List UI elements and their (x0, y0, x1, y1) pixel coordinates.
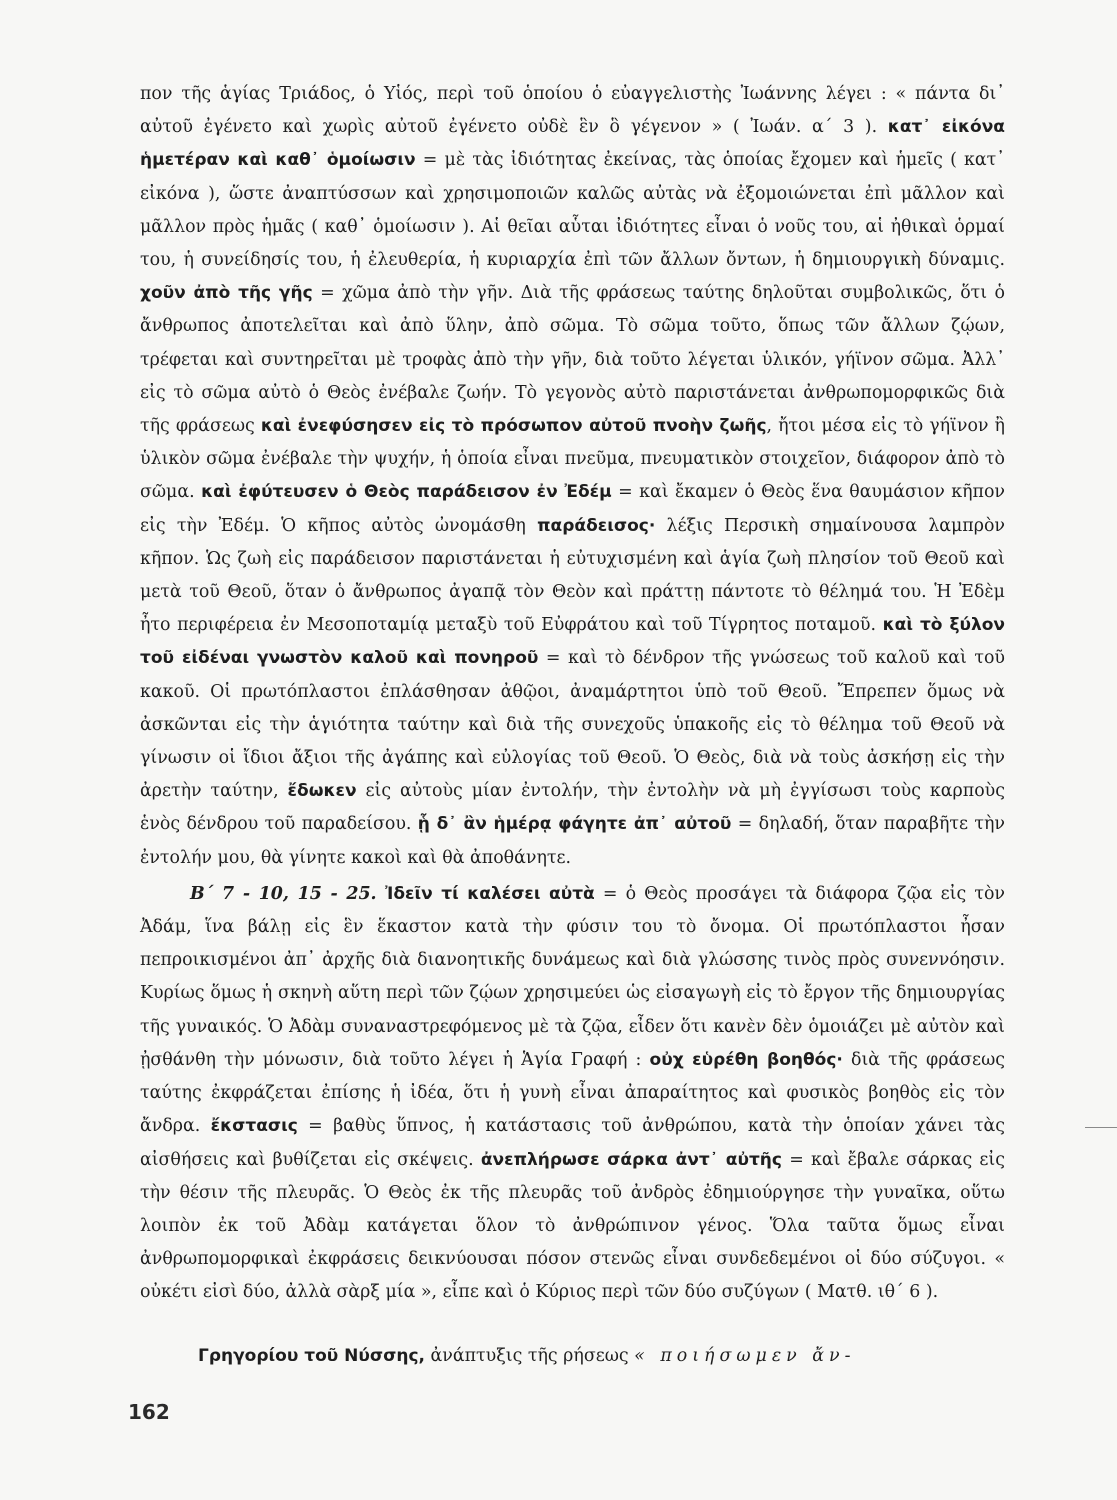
bold-term: καὶ τὸ ξύλον τοῦ εἰδέναι γνωστὸν καλοῦ καὶ πονηροῦ (140, 615, 1005, 669)
text-run: πον τῆς ἁγίας Τριάδος, ὁ Υἱός, περὶ τοῦ ὁποίου ὁ εὐαγγελιστὴς Ἰωάννης λέγει : « πάντα δι᾽ αὐτοῦ ἐγένετο καὶ χωρὶς αὐτοῦ ἐγένετο οὐδὲ ἓν ὃ γέγενον » ( Ἰωάν. α΄ 3 ). (140, 84, 1005, 138)
bold-term: οὐχ εὑρέθη βοηθός· (649, 1049, 843, 1070)
text-run: λέξις Περσικὴ σημαίνουσα λαμπρὸν κῆπον. Ὡς ζωὴ εἰς παράδεισον παριστάνεται ἡ εὐτυχισμένη καὶ ἁγία ζωὴ πλησίον τοῦ Θεοῦ καὶ μετὰ τοῦ Θεοῦ, ὅταν ὁ ἄνθρωπος ἀγαπᾷ τὸν Θεὸν καὶ πράττῃ πάντοτε τὸ θέλημά του. Ἡ Ἐδὲμ ἦτο περιφέρεια ἐν Μεσοποταμίᾳ μεταξὺ τοῦ Εὐφράτου καὶ τοῦ Τίγρητος ποταμοῦ. (140, 515, 1005, 636)
paragraph-gregory-of-nyssa (140, 1340, 1005, 1373)
margin-scan-mark (1085, 1127, 1117, 1128)
page-number: 162 (128, 1400, 170, 1424)
paragraph-commentary-genesis-a (140, 78, 1005, 875)
text-run: , ἤτοι μέσα εἰς τὸ γήϊνον ἢ ὑλικὸν σῶμα ἐνέβαλε τὴν ψυχήν, ἡ ὁποία εἶναι πνεῦμα, πνευματικὸν στοιχεῖον, διάφορον ἀπὸ τὸ σῶμα. (140, 416, 1005, 503)
text-run: = καὶ ἔκαμεν ὁ Θεὸς ἕνα θαυμάσιον κῆπον εἰς τὴν Ἐδέμ. Ὁ κῆπος αὐτὸς ὠνομάσθη (140, 482, 1005, 536)
text-run: ἀνάπτυξις τῆς ρήσεως (425, 1345, 635, 1366)
bold-term: καὶ ἐνεφύσησεν εἰς τὸ πρόσωπον αὐτοῦ πνοὴν ζωῆς (260, 416, 767, 437)
text-run: = δηλαδή, ὅταν παραβῆτε τὴν ἐντολήν μου, θὰ γίνητε κακοὶ καὶ θὰ ἀποθάνητε. (140, 814, 1005, 868)
bold-term: Γρηγορίου τοῦ Νύσσης, (198, 1345, 425, 1366)
verse-reference: Β΄ 7 - 10, 15 - 25. (190, 883, 377, 904)
text-run: = βαθὺς ὕπνος, ἡ κατάστασις τοῦ ἀνθρώπου, κατὰ τὴν ὁποίαν χάνει τὰς αἰσθήσεις καὶ βυθίζεται εἰς σκέψεις. (140, 1116, 1006, 1170)
main-text (140, 78, 1005, 1373)
bold-term: ἀνεπλήρωσε σάρκα ἀντ᾽ αὐτῆς (480, 1149, 782, 1170)
text-run: = μὲ τὰς ἰδιότητας ἐκείνας, τὰς ὁποίας ἔχομεν καὶ ἡμεῖς ( κατ᾽ εἰκόνα ), ὥστε ἀναπτύσσων καὶ χρησιμοποιῶν καλῶς αὐτὰς νὰ ἐξομοιώνεται ἐπὶ μᾶλλον καὶ μᾶλλον πρὸς ἡμᾶς ( καθ᾽ ὁμοίωσιν ). Αἱ θεῖαι αὗται ἰδιότητες εἶναι ὁ νοῦς του, αἱ ἠθικαὶ ὁρμαί του, ἡ συνείδησίς του, ἡ ἐλευθερία, ἡ κυριαρχία ἐπὶ τῶν ἄλλων ὄντων, ἡ δημιουργικὴ δύναμις. (140, 150, 1005, 271)
bold-term: ᾗ δ᾽ ἂν ἡμέρᾳ φάγητε ἀπ᾽ αὐτοῦ (417, 814, 732, 835)
spaced-quotation: « ποιήσωμεν ἄν- (634, 1345, 856, 1366)
text-run: εἰς αὐτοὺς μίαν ἐντολήν, τὴν ἐντολὴν νὰ μὴ ἐγγίσωσι τοὺς καρποὺς ἑνὸς δένδρου τοῦ παραδείσου. (140, 781, 1005, 835)
bold-term: ἔδωκεν (287, 781, 357, 802)
bold-term: χοῦν ἀπὸ τῆς γῆς (140, 283, 313, 304)
text-run: = χῶμα ἀπὸ τὴν γῆν. Διὰ τῆς φράσεως ταύτης δηλοῦται συμβολικῶς, ὅτι ὁ ἄνθρωπος ἀποτελεῖται καὶ ἀπὸ ὕλην, ἀπὸ σῶμα. Τὸ σῶμα τοῦτο, ὅπως τῶν ἄλλων ζῴων, τρέφεται καὶ συντηρεῖται μὲ τροφὰς ἀπὸ τὴν γῆν, διὰ τοῦτο λέγεται ὑλικόν, γήϊνον σῶμα. Ἀλλ᾽ εἰς τὸ σῶμα αὐτὸ ὁ Θεὸς ἐνέβαλε ζωήν. Τὸ γεγονὸς αὐτὸ παριστάνεται ἀνθρωπομορφικῶς διὰ τῆς φράσεως (140, 283, 1005, 437)
text-run: διὰ τῆς φράσεως ταύτης ἐκφράζεται ἐπίσης ἡ ἰδέα, ὅτι ἡ γυνὴ εἶναι ἀπαραίτητος καὶ φυσικὸς βοηθὸς εἰς τὸν ἄνδρα. (140, 1049, 1005, 1137)
text-run: = ὁ Θεὸς προσάγει τὰ διάφορα ζῷα εἰς τὸν Ἀδάμ, ἵνα βάλῃ εἰς ἓν ἕκαστον κατὰ τὴν φύσιν του τὸ ὄνομα. Οἱ πρωτόπλαστοι ἦσαν πεπροικισμένοι ἀπ᾽ ἀρχῆς διὰ διανοητικῆς δυνάμεως καὶ διὰ γλώσσης τινὸς πρὸς συνεννόησιν. Κυρίως ὅμως ἡ σκηνὴ αὕτη περὶ τῶν ζῴων χρησιμεύει ὡς εἰσαγωγὴ εἰς τὸ ἔργον τῆς δημιουργίας τῆς γυναικός. Ὁ Ἀδὰμ συναναστρεφόμενος μὲ τὰ ζῷα, εἶδεν ὅτι κανὲν δὲν ὁμοιάζει μὲ αὐτὸν καὶ ᾐσθάνθη τὴν μόνωσιν, διὰ τοῦτο λέγει ἡ Ἁγία Γραφή : (140, 883, 1006, 1070)
bold-term: κατ᾽ εἰκόνα ἡμετέραν καὶ καθ᾽ ὁμοίωσιν (140, 117, 1005, 171)
text-run: = καὶ τὸ δένδρον τῆς γνώσεως τοῦ καλοῦ καὶ τοῦ κακοῦ. Οἱ πρωτόπλαστοι ἐπλάσθησαν ἀθῷοι, ἀναμάρτητοι ὑπὸ τοῦ Θεοῦ. Ἔπρεπεν ὅμως νὰ ἀσκῶνται εἰς τὴν ἁγιότητα ταύτην καὶ διὰ τῆς συνεχοῦς ὑπακοῆς εἰς τὸ θέλημα τοῦ Θεοῦ νὰ γίνωσιν οἱ ἴδιοι ἄξιοι τῆς ἀγάπης καὶ εὐλογίας τοῦ Θεοῦ. Ὁ Θεὸς, διὰ νὰ τοὺς ἀσκήσῃ εἰς τὴν ἀρετὴν ταύτην, (140, 648, 1006, 802)
bold-term: Ἰδεῖν τί καλέσει αὐτὰ (376, 883, 595, 904)
bold-term: καὶ ἐφύτευσεν ὁ Θεὸς παράδεισον ἐν Ἐδέμ (201, 482, 612, 503)
bold-term: παράδεισος· (537, 515, 656, 536)
paragraph-commentary-genesis-b (140, 878, 1005, 1310)
text-run: = καὶ ἔβαλε σάρκας εἰς τὴν θέσιν τῆς πλευρᾶς. Ὁ Θεὸς ἐκ τῆς πλευρᾶς τοῦ ἀνδρὸς ἐδημιούργησε τὴν γυναῖκα, οὕτω λοιπὸν ἐκ τοῦ Ἀδὰμ κατάγεται ὅλον τὸ ἀνθρώπινον γένος. Ὅλα ταῦτα ὅμως εἶναι ἀνθρωπομορφικαὶ ἐκφράσεις δεικνύουσαι πόσον στενῶς εἶναι συνδεδεμένοι οἱ δύο σύζυγοι. « οὐκέτι εἰσὶ δύο, ἀλλὰ σὰρξ μία », εἶπε καὶ ὁ Κύριος περὶ τῶν δύο συζύγων ( Ματθ. ιθ΄ 6 ). (140, 1149, 1005, 1303)
bold-term: ἔκστασις (210, 1116, 298, 1137)
